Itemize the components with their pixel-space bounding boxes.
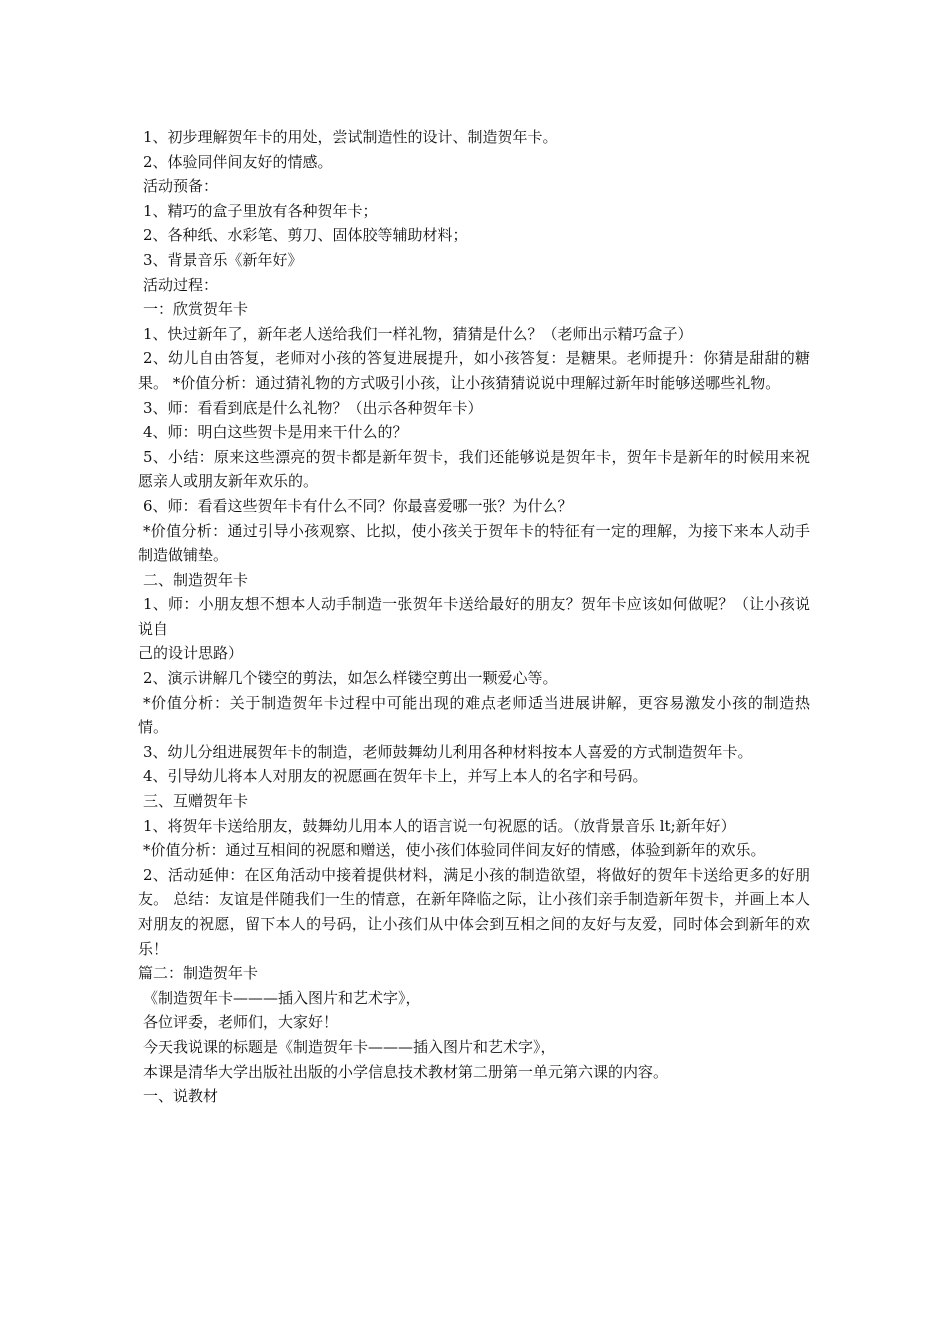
document-body bbox=[138, 125, 810, 1109]
paragraph-prep-2: 2、各种纸、水彩笔、剪刀、固体胶等辅助材料； bbox=[142, 226, 468, 245]
heading-section-2: 二、制造贺年卡 bbox=[142, 570, 248, 589]
heading-section-1: 一：欣赏贺年卡 bbox=[142, 300, 248, 319]
heading-preparation: 活动预备： bbox=[142, 177, 218, 196]
paragraph-prep-1: 1、精巧的盒子里放有各种贺年卡； bbox=[142, 201, 378, 220]
heading-teaching-material: 一、说教材 bbox=[142, 1087, 218, 1106]
paragraph-textbook: 本课是清华大学出版社出版的小学信息技术教材第二册第一单元第六课的内容。 bbox=[142, 1062, 668, 1081]
paragraph-lesson-title: 《制造贺年卡———插入图片和艺术字》， bbox=[142, 988, 421, 1007]
heading-section-3: 三、互赠贺年卡 bbox=[142, 792, 248, 811]
paragraph-s3-step-1: 1、将贺年卡送给朋友，鼓舞幼儿用本人的语言说一句祝愿的话。（放背景音乐 lt;新年好） bbox=[142, 816, 736, 835]
paragraph-s1-step-5: 5、小结：原来这些漂亮的贺卡都是新年贺卡，我们还能够说是贺年卡，贺年卡是新年的时候用来祝愿亲人或朋友新年欢乐的。 bbox=[138, 447, 810, 491]
paragraph-greeting: 各位评委，老师们，大家好！ bbox=[142, 1013, 338, 1032]
paragraph-goal-1: 1、初步理解贺年卡的用处，尝试制造性的设计、制造贺年卡。 bbox=[142, 128, 558, 146]
paragraph-s3-step-2: 2、活动延伸：在区角活动中接着提供材料，满足小孩的制造欲望，将做好的贺年卡送给更多的好朋友。 总结：友谊是伴随我们一生的情意，在新年降临之际，让小孩们亲手制造新年贺卡，并画上本人对朋友的祝愿，留下本人的号码，让小孩们从中体会到互相之间的友好与友爱，同时体会到新年的欢乐！ bbox=[138, 865, 810, 958]
paragraph-s1-step-2: 2、幼儿自由答复，老师对小孩的答复进展提升，如小孩答复：是糖果。老师提升：你猜是甜甜的糖果。 *价值分析：通过猜礼物的方式吸引小孩，让小孩猜猜说说中理解过新年时能够送哪些礼物。 bbox=[138, 349, 810, 392]
paragraph-s1-step-4: 4、师：明白这些贺卡是用来干什么的？ bbox=[142, 423, 408, 442]
paragraph-s2-step-1: 1、师：小朋友想不想本人动手制造一张贺年卡送给最好的朋友？贺年卡应该如何做呢？（让小孩说说自 bbox=[138, 595, 810, 638]
heading-part-2: 篇二：制造贺年卡 bbox=[138, 964, 259, 983]
paragraph-s1-step-3: 3、师：看看到底是什么礼物？（出示各种贺年卡） bbox=[142, 398, 483, 417]
paragraph-goal-2: 2、体验同伴间友好的情感。 bbox=[142, 152, 333, 171]
paragraph-s1-step-6: 6、师：看看这些贺年卡有什么不同？你最喜爱哪一张？为什么？ bbox=[142, 496, 573, 515]
paragraph-s1-analysis: *价值分析：通过引导小孩观察、比拟，使小孩关于贺年卡的特征有一定的理解，为接下来本人动手制造做铺垫。 bbox=[138, 521, 810, 565]
paragraph-s2-step-1-cont: 己的设计思路） bbox=[138, 644, 244, 663]
paragraph-s2-analysis: *价值分析：关于制造贺年卡过程中可能出现的难点老师适当进展讲解，更容易激发小孩的制造热情。 bbox=[138, 693, 810, 737]
paragraph-s3-analysis: *价值分析：通过互相间的祝愿和赠送，使小孩们体验同伴间友好的情感，体验到新年的欢乐。 bbox=[142, 841, 766, 860]
paragraph-prep-3: 3、背景音乐《新年好》 bbox=[142, 250, 303, 269]
paragraph-topic: 今天我说课的标题是《制造贺年卡———插入图片和艺术字》， bbox=[142, 1037, 556, 1056]
paragraph-s2-step-3: 3、幼儿分组进展贺年卡的制造，老师鼓舞幼儿利用各种材料按本人喜爱的方式制造贺年卡。 bbox=[142, 742, 753, 761]
heading-process: 活动过程： bbox=[142, 275, 218, 294]
paragraph-s2-step-4: 4、引导幼儿将本人对朋友的祝愿画在贺年卡上，并写上本人的名字和号码。 bbox=[142, 767, 648, 786]
paragraph-s2-step-2: 2、演示讲解几个镂空的剪法，如怎么样镂空剪出一颗爱心等。 bbox=[142, 669, 558, 688]
paragraph-s1-step-1: 1、快过新年了，新年老人送给我们一样礼物，猜猜是什么？（老师出示精巧盒子） bbox=[142, 324, 693, 343]
